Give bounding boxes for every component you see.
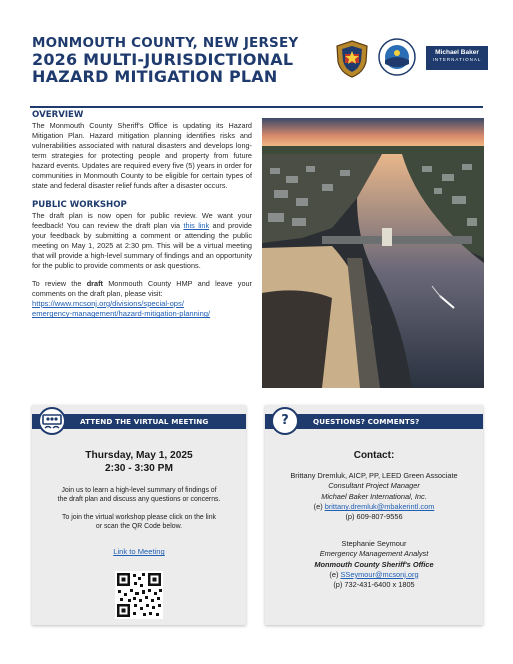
contact-1-name: Brittany Dremluk, AICP, PP, LEED Green Associate (290, 471, 458, 480)
questions-card-title: QUESTIONS? COMMENTS? (313, 417, 420, 426)
contact-1-email-prefix: (e) (313, 502, 325, 512)
meeting-date: Thursday, May 1, 2025 (85, 450, 193, 461)
questions-card (265, 405, 483, 625)
join-instructions-line-2: or scan the QR Code below. (95, 522, 183, 530)
workshop-paragraph-1 (32, 211, 252, 271)
header-divider (30, 106, 483, 108)
contact-1-title: Consultant Project Manager (328, 481, 420, 491)
workshop-heading: PUBLIC WORKSHOP (32, 200, 127, 211)
review-text-before: To review the (32, 278, 87, 288)
aerial-inlet-photo (262, 118, 484, 388)
contact-heading: Contact: (353, 450, 395, 461)
contact-1-phone: (p) 609-807-9556 (345, 512, 403, 522)
contact-1-email-link[interactable]: brittany.dremluk@mbakerintl.com (324, 502, 435, 512)
title-line-plan-name: HAZARD MITIGATION PLAN (32, 66, 278, 86)
workshop-text-before: The draft plan is now open for public review. We want your feedback! You can review the draft plan via (32, 211, 252, 231)
sheriff-badge-icon (335, 40, 369, 78)
review-text-after: Monmouth County HMP and leave your comments on the draft plan, please visit: (32, 278, 252, 298)
meeting-card-body (32, 445, 246, 619)
baker-logo-sub: INTERNATIONAL (432, 56, 482, 62)
contact-2-email-row (265, 570, 483, 580)
meeting-qr-code[interactable] (115, 571, 163, 619)
page-header (32, 36, 332, 85)
michael-baker-logo (426, 46, 488, 70)
partner-logos (330, 38, 490, 80)
meeting-badge (38, 407, 66, 435)
contact-2-org: Monmouth County Sheriff's Office (314, 559, 434, 569)
meeting-card-title: ATTEND THE VIRTUAL MEETING (80, 417, 209, 426)
contact-2-name: Stephanie Seymour (341, 538, 407, 548)
title-line-plan-year: 2026 MULTI-JURISDICTIONAL (32, 49, 294, 69)
review-text-bold: draft (86, 278, 103, 288)
contact-2-title: Emergency Management Analyst (319, 549, 429, 559)
video-meeting-icon (40, 409, 64, 433)
title-line-county: MONMOUTH COUNTY, NEW JERSEY (32, 35, 299, 51)
url-line-1: https://www.mcsonj.org/divisions/special-ops/ (32, 298, 184, 308)
hmp-website-link[interactable] (32, 299, 252, 320)
workshop-paragraph-2 (32, 279, 252, 299)
question-mark-icon: ? (281, 413, 289, 428)
questions-card-body (265, 445, 483, 591)
question-badge (271, 407, 299, 435)
contact-1-email-row (265, 502, 483, 512)
overview-heading: OVERVIEW (32, 110, 84, 120)
meeting-desc-line-2: the draft plan and discuss any questions or concerns. (57, 496, 221, 504)
workshop-text-after: and provide your feedback by submitting a comment or attending the public meeting on May 1, 2025 at 2:30 pm. This will be a virtual meeting that will provide a high-level summary of findings and an opportunity for the public to provide comments or ask questions. (32, 221, 252, 271)
contact-2-phone: (p) 732-431-6400 x 1805 (333, 580, 415, 590)
url-line-2: emergency-management/hazard-mitigation-planning/ (32, 309, 211, 319)
baker-logo-name: Michael Baker (435, 49, 479, 56)
left-column (32, 110, 252, 319)
county-seal-icon (378, 38, 416, 76)
meeting-desc-line-1: Join us to learn a high-level summary of findings of (61, 487, 217, 494)
contact-1-org: Michael Baker International, Inc. (321, 491, 427, 501)
draft-plan-link[interactable]: this link (183, 221, 210, 231)
overview-body: The Monmouth County Sheriff's Office is updating its Hazard Mitigation Plan. Hazard mitigation planning identifies risks and vulnerabilities associated with natural disasters and develops long-term strategies for protecting people and property from future hazard events. Updates are required every five (5) years in order for communities in Monmouth County to be eligible for certain types of state and federal disaster relief funds after a disaster occurs. (32, 121, 252, 190)
contact-2-email-prefix: (e) (329, 569, 341, 579)
meeting-link[interactable]: Link to Meeting (113, 547, 165, 557)
join-instructions-line-1: To join the virtual workshop please click on the link (62, 513, 216, 521)
contact-2-email-link[interactable]: SSeymour@mcsonj.org (340, 569, 419, 579)
meeting-time: 2:30 - 3:30 PM (105, 463, 173, 474)
virtual-meeting-card (32, 405, 246, 625)
